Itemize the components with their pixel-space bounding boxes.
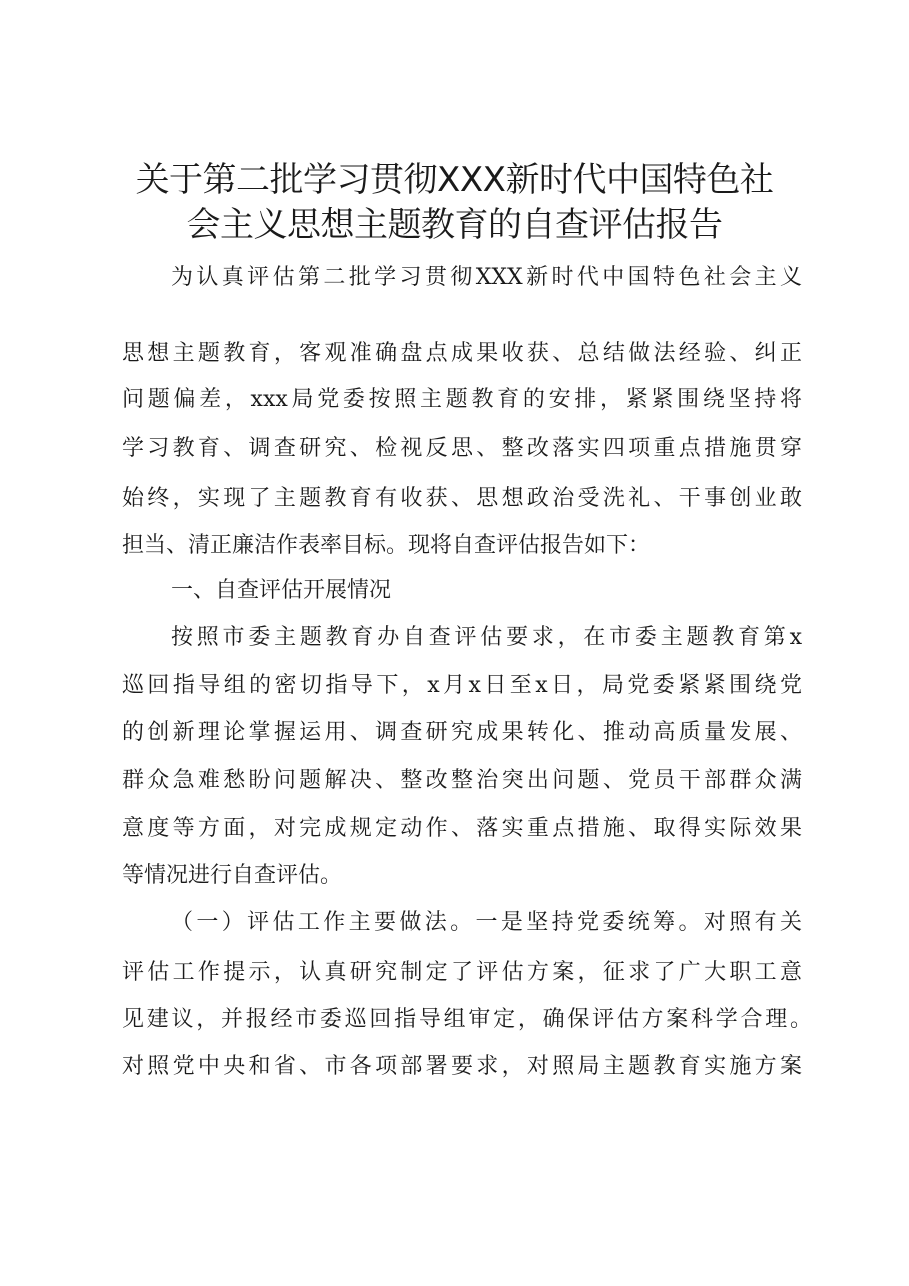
intro-line-2: 思想主题教育，客观准确盘点成果收获、总结做法经验、纠正 <box>122 341 802 366</box>
section1-line-6: 等情况进行自查评估。 <box>122 863 343 888</box>
intro-line-6: 担当、清正廉洁作表率目标。现将自查评估报告如下： <box>122 533 651 558</box>
section-heading-1: 一、自查评估开展情况 <box>171 578 392 603</box>
intro-line-3: 问题偏差，xxx局党委按照主题教育的安排，紧紧围绕坚持将 <box>122 387 802 412</box>
subsection1-line-4: 对照党中央和省、市各项部署要求，对照局主题教育实施方案 <box>122 1054 802 1079</box>
document-title-line-1: 关于第二批学习贯彻XXX新时代中国特色社 <box>135 160 774 200</box>
section1-line-3: 的创新理论掌握运用、调查研究成果转化、推动高质量发展、 <box>122 720 802 745</box>
subsection1-line-1: （一）评估工作主要做法。一是坚持党委统筹。对照有关 <box>171 910 802 935</box>
intro-line-5: 始终，实现了主题教育有收获、思想政治受洗礼、干事创业敢 <box>122 486 802 511</box>
document-title-line-2: 会主义思想主题教育的自查评估报告 <box>186 205 723 245</box>
section1-line-4: 群众急难愁盼问题解决、整改整治突出问题、党员干部群众满 <box>122 768 802 793</box>
subsection1-line-3: 见建议，并报经市委巡回指导组审定，确保评估方案科学合理。 <box>122 1007 812 1032</box>
intro-line-4: 学习教育、调查研究、检视反思、整改落实四项重点措施贯穿 <box>122 436 802 461</box>
intro-line-1: 为认真评估第二批学习贯彻XXX新时代中国特色社会主义 <box>171 265 802 290</box>
subsection1-line-2: 评估工作提示，认真研究制定了评估方案，征求了广大职工意 <box>122 960 802 985</box>
section1-line-2: 巡回指导组的密切指导下，x月x日至x日，局党委紧紧围绕党 <box>122 673 802 698</box>
section1-line-5: 意度等方面，对完成规定动作、落实重点措施、取得实际效果 <box>122 816 802 841</box>
section1-line-1: 按照市委主题教育办自查评估要求，在市委主题教育第x <box>171 625 802 650</box>
